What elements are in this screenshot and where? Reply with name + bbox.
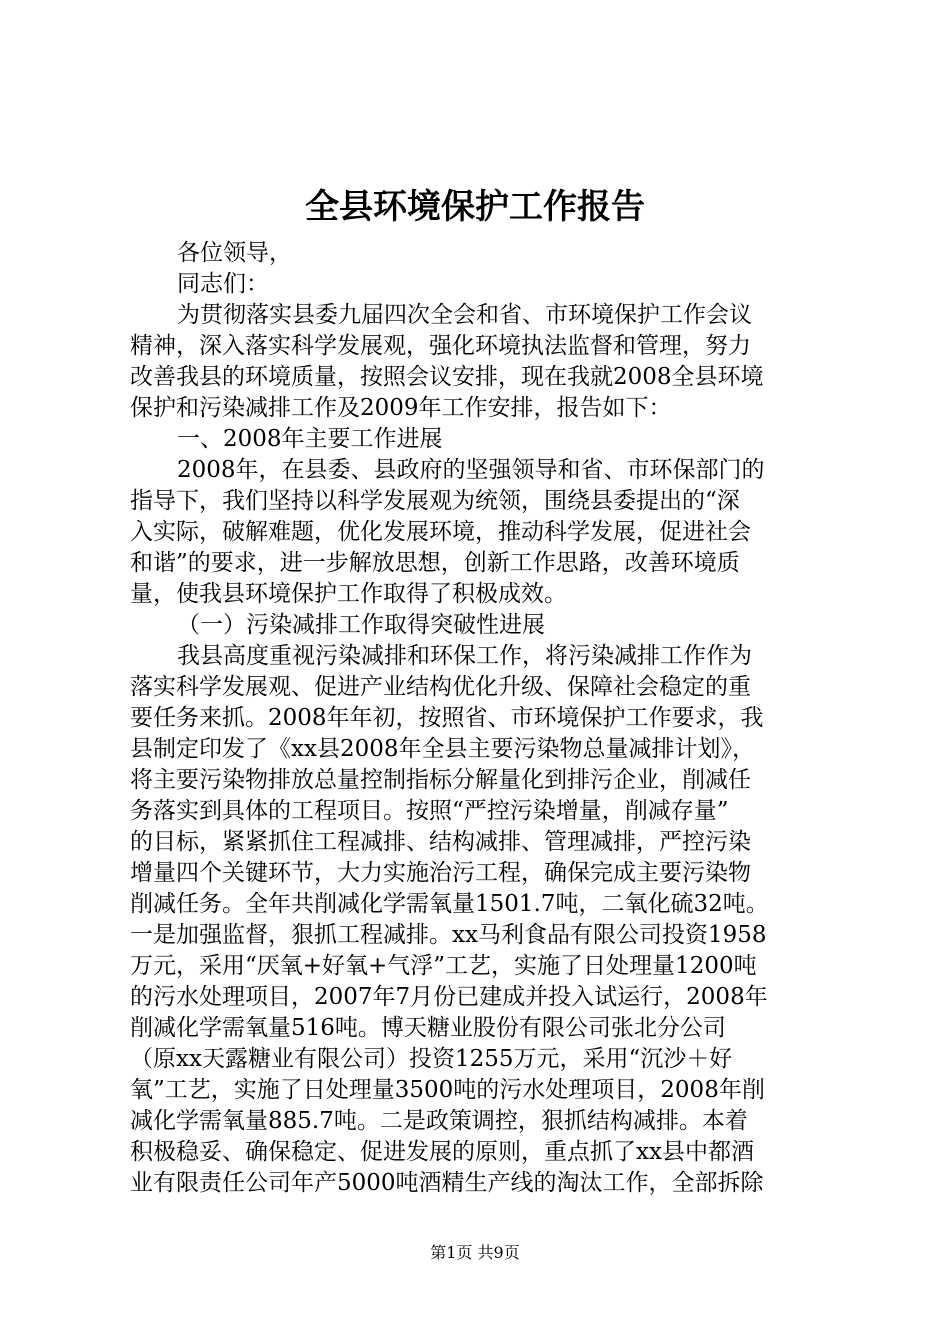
- paragraph-line: 精神，深入落实科学发展观，强化环境执法监督和管理，努力: [130, 333, 751, 359]
- paragraph-line: 万元，采用“厌氧+好氧+气浮”工艺，实施了日处理量1200吨: [130, 953, 757, 979]
- paragraph-line: 积极稳妥、确保稳定、促进发展的原则，重点抓了xx县中都酒: [130, 1139, 754, 1165]
- paragraph-line: 的目标，紧紧抓住工程减排、结构减排、管理减排，严控污染: [130, 829, 751, 855]
- paragraph-line: 减化学需氧量885.7吨。二是政策调控，狠抓结构减排。本着: [130, 1108, 748, 1134]
- paragraph-line: 我县高度重视污染减排和环保工作，将污染减排工作作为: [177, 643, 752, 669]
- document-title: 全县环境保护工作报告: [305, 187, 645, 227]
- paragraph-line: 指导下，我们坚持以科学发展观为统领，围绕县委提出的“深: [130, 488, 740, 514]
- paragraph-line: 削减任务。全年共削减化学需氧量1501.7吨，二氧化硫32吨。: [130, 891, 769, 917]
- document-body: [130, 238, 830, 1199]
- paragraph-line: 2008年，在县委、县政府的坚强领导和省、市环保部门的: [177, 457, 765, 483]
- salutation-comrades: 同志们：: [177, 271, 269, 297]
- paragraph-line: 要任务来抓。2008年年初，按照省、市环境保护工作要求，我: [130, 705, 764, 731]
- paragraph-line: 务落实到具体的工程项目。按照“严控污染增量，削减存量”: [130, 798, 729, 824]
- paragraph-line: 为贯彻落实县委九届四次全会和省、市环境保护工作会议: [177, 302, 752, 328]
- paragraph-line: 氧”工艺，实施了日处理量3500吨的污水处理项目，2008年削: [130, 1077, 765, 1103]
- section-heading: 一、2008年主要工作进展: [177, 426, 443, 452]
- subsection-heading: （一）污染减排工作取得突破性进展: [177, 612, 545, 638]
- paragraph-line: 将主要污染物排放总量控制指标分解量化到排污企业，削减任: [130, 767, 751, 793]
- paragraph-line: 削减化学需氧量516吨。博天糖业股份有限公司张北分公司: [130, 1015, 726, 1041]
- paragraph-line: 一是加强监督，狠抓工程减排。xx马利食品有限公司投资1958: [130, 922, 767, 948]
- paragraph-line: 落实科学发展观、促进产业结构优化升级、保障社会稳定的重: [130, 674, 751, 700]
- paragraph-line: 入实际，破解难题，优化发展环境，推动科学发展，促进社会: [130, 519, 751, 545]
- paragraph-line: 和谐”的要求，进一步解放思想，创新工作思路，改善环境质: [130, 550, 740, 576]
- paragraph-line: 业有限责任公司年产5000吨酒精生产线的淘汰工作，全部拆除: [130, 1170, 764, 1196]
- paragraph-line: 保护和污染减排工作及2009年工作安排，报告如下：: [130, 395, 672, 421]
- paragraph-line: 县制定印发了《xx县2008年全县主要污染物总量减排计划》，: [130, 736, 755, 762]
- paragraph-line: 量，使我县环境保护工作取得了积极成效。: [130, 581, 567, 607]
- paragraph-line: 的污水处理项目，2007年7月份已建成并投入试运行，2008年: [130, 984, 768, 1010]
- paragraph-line: 增量四个关键环节，大力实施治污工程，确保完成主要污染物: [130, 860, 751, 886]
- paragraph-line: 改善我县的环境质量，按照会议安排，现在我就2008全县环境: [130, 364, 764, 390]
- page-footer: 第1页 共9页: [430, 1243, 520, 1262]
- paragraph-line: （原xx天露糖业有限公司）投资1255万元，采用“沉沙＋好: [130, 1046, 733, 1072]
- salutation-leaders: 各位领导，: [177, 240, 292, 266]
